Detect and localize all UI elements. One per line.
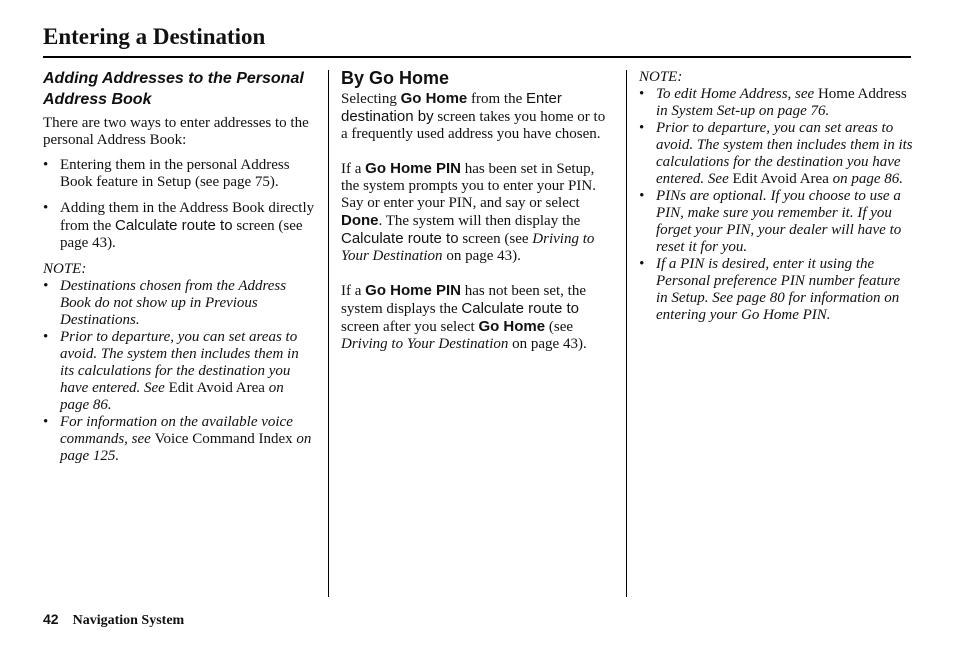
note-list (639, 86, 914, 324)
list-item: • Entering them in the personal Address Book feature in Setup (see page 75). (43, 157, 315, 191)
paragraph: If a Go Home PIN has not been set, the system displays the Calculate route to screen after you select Go Home (see Driving to Your Destination on page 43). (341, 282, 587, 352)
footer-label: Navigation System (72, 613, 185, 628)
column-middle (341, 68, 613, 353)
section-heading-address-book: Adding Addresses to the Personal Address Book (43, 70, 304, 108)
page-footer (43, 611, 184, 629)
note-item: • PINs are optional. If you choose to use a PIN, make sure you remember it. If you forget your PIN, your dealer will have to reset it for you. (639, 188, 914, 256)
intro-text: There are two ways to enter addresses to the personal Address Book: (43, 115, 309, 148)
column-divider-right (626, 70, 627, 597)
paragraph: Selecting Go Home from the Enter destination by screen takes you home or to a frequently used address you have chosen. (341, 90, 606, 142)
note-label: NOTE: (639, 69, 683, 85)
note-label: NOTE: (43, 261, 87, 277)
note-item: • Prior to departure, you can set areas to avoid. The system then includes them in its calculations for the destination you have entered. See Edit Avoid Area on page 86. (43, 329, 315, 414)
column-right (639, 68, 914, 324)
page-number: 42 (43, 611, 59, 627)
note-item: • Destinations chosen from the Address Book do not show up in Previous Destinations. (43, 278, 315, 329)
column-left (43, 68, 315, 465)
note-item: • To edit Home Address, see Home Address in System Set-up on page 76. (639, 86, 914, 120)
page-title: Entering a Destination (43, 24, 266, 49)
paragraph: If a Go Home PIN has been set in Setup, the system prompts you to enter your PIN. Say or enter your PIN, and say or select Done. The system will then display the Calculate route to screen (see Driving to Your Destination on page 43). (341, 160, 596, 264)
note-item: • For information on the available voice commands, see Voice Command Index on page 125. (43, 414, 315, 465)
title-divider (43, 56, 911, 58)
column-divider-left (328, 70, 329, 597)
bullet-list (43, 157, 315, 252)
note-list (43, 278, 315, 465)
note-item: • Prior to departure, you can set areas to avoid. The system then includes them in its calculations for the destination you have entered. See Edit Avoid Area on page 86. (639, 120, 914, 188)
list-item: • Adding them in the Address Book directly from the Calculate route to screen (see page 43). (43, 200, 315, 252)
section-heading-go-home: By Go Home (341, 68, 450, 88)
note-item: • If a PIN is desired, enter it using the Personal preference PIN number feature in Setup. See page 80 for information on entering your Go Home PIN. (639, 256, 914, 324)
